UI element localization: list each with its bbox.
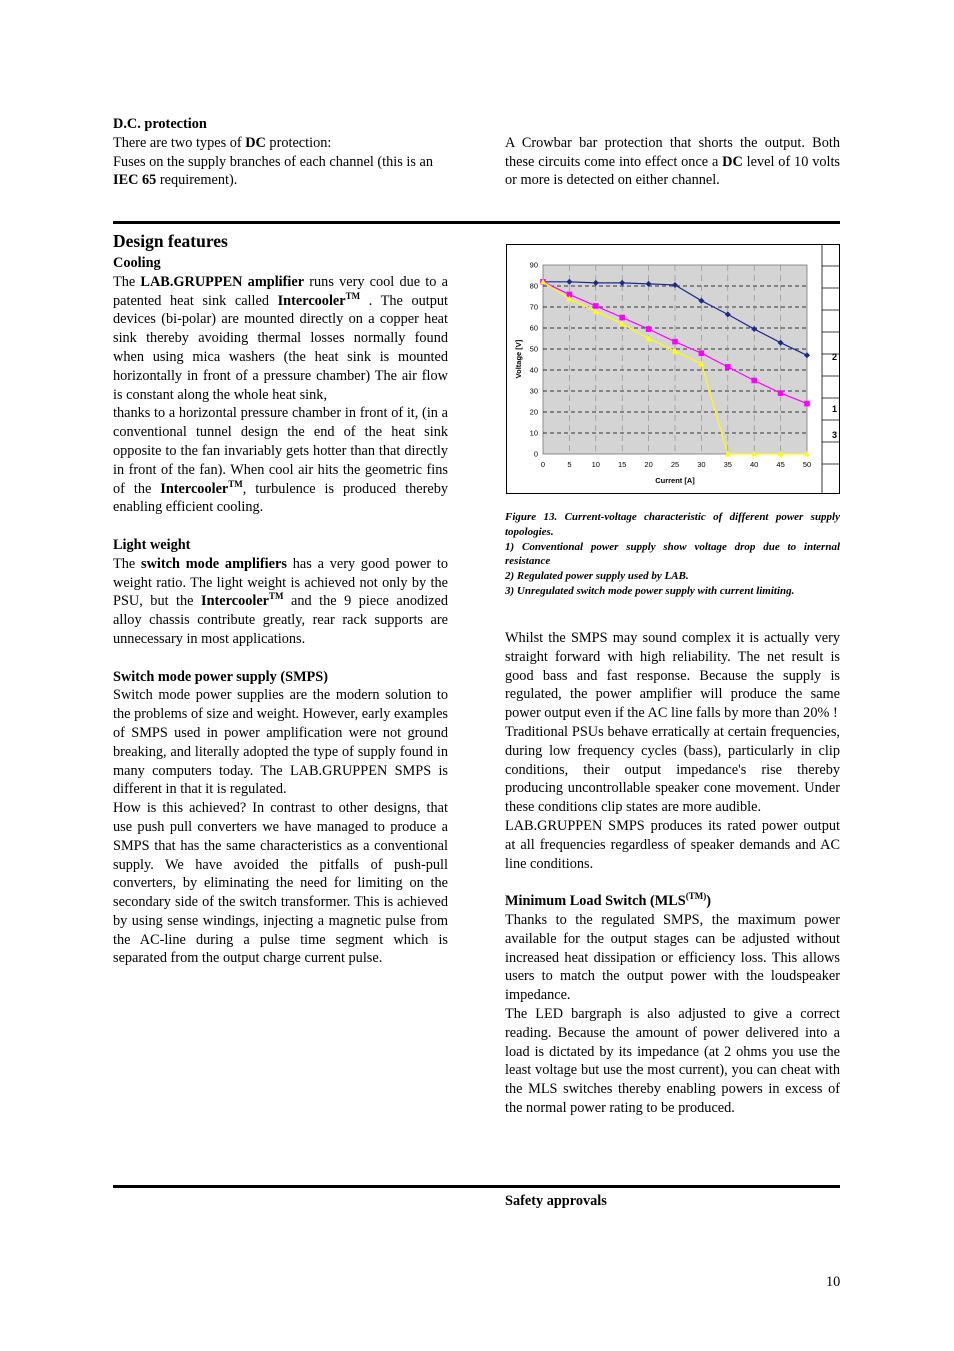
current-voltage-chart <box>506 244 840 494</box>
y-tick-label: 30 <box>529 386 538 396</box>
legend-label-2: 2 <box>831 352 837 362</box>
data-point <box>778 390 784 396</box>
dc-protection-right: A Crowbar bar protection that shorts the output. Both these circuits come into effect once a DC level of 10 volts or more is detected on either channel. <box>505 134 840 189</box>
dc-protection-left <box>113 115 448 190</box>
dc-protection-line2: Fuses on the supply branches of each channel (this is an IEC 65 requirement). <box>113 153 434 189</box>
y-tick-label: 10 <box>529 428 538 438</box>
mls-paragraph-1: Thanks to the regulated SMPS, the maximum power available for the output stages can be adjusted without increased heat dissipation or efficiency loss. This allows users to match the output power with the loudspeaker impedance. <box>505 911 840 1004</box>
data-point <box>672 339 678 345</box>
x-tick-label: 35 <box>723 460 732 469</box>
safety-approvals-heading: Safety approvals <box>505 1193 607 1209</box>
data-point <box>593 303 599 309</box>
smps-heading: Switch mode power supply (SMPS) <box>113 668 329 685</box>
y-tick-label: 50 <box>529 344 538 354</box>
x-tick-label: 50 <box>802 460 812 469</box>
x-tick-label: 40 <box>750 460 759 469</box>
design-left-column <box>113 254 448 968</box>
data-point <box>646 326 652 332</box>
x-tick-label: 0 <box>540 460 546 469</box>
x-tick-label: 5 <box>567 460 572 469</box>
y-tick-label: 70 <box>529 302 538 312</box>
data-point <box>804 401 810 407</box>
x-tick-label: 30 <box>697 460 706 469</box>
y-tick-label: 20 <box>529 407 538 417</box>
mls-paragraph-2: The LED bargraph is also adjusted to give a correct reading. Because the amount of power delivered into a load is dictated by its impedance (at 2 ohms you use the least voltage but use the most current), you can cheat with the MLS switches thereby enabling powers in excess of the normal power rating to be produced. <box>505 1005 840 1116</box>
x-tick-label: 25 <box>670 460 680 469</box>
y-tick-label: 80 <box>529 281 538 291</box>
page-number: 10 <box>826 1274 841 1290</box>
smps-paragraph-2: How is this achieved? In contrast to other designs, that use push pull converters we have managed to produce a SMPS that has the same characteristics as a conventional supply. We have avoided the pitfalls of push-pull converters, by eliminating the need for limiting on the secondary side of the switch transformer. This is achieved by using sense windings, injecting a magnetic pulse from the AC-line during a pulse time segment which is separated from the output charge current pulse. <box>113 800 448 967</box>
smps-explanation-paragraph: Whilst the SMPS may sound complex it is actually very straight forward with high reliability. The net result is good bass and fast response. Because the supply is regulated, the power amplifier will produce the same power output even if the AC line falls by more than 20% ! <box>505 630 840 722</box>
caption-item-1: 1) Conventional power supply show voltage drop due to internal resistance <box>505 540 840 568</box>
data-point <box>699 350 705 356</box>
lab-gruppen-smps-paragraph: LAB.GRUPPEN SMPS produces its rated power output at all frequencies regardless of speaker demands and AC line conditions. <box>505 817 840 872</box>
smps-paragraph-1: Switch mode power supplies are the modern solution to the problems of size and weight. However, early examples of SMPS used in power amplification were not ground breaking, and literally adopted the type of supply found in many computers today. The LAB.GRUPPEN SMPS is different in that it is regulated. <box>113 687 448 798</box>
y-tick-label: 0 <box>533 449 538 459</box>
cooling-heading: Cooling <box>113 255 161 271</box>
cooling-paragraph-2: thanks to a horizontal pressure chamber in front of it, (in a conventional tunnel design the end of the heat sink opposite to the fan invariably gets hotter than that directly in front of the fan). When cool air hits the geometric fins of the Intercooler™, turbulence is produced thereby enabling efficient cooling. <box>113 405 448 516</box>
data-point <box>725 364 731 370</box>
data-point <box>751 378 757 384</box>
caption-title: Figure 13. Current-voltage characteristic of different power supply topologies. <box>505 511 840 538</box>
cooling-paragraph-1: The LAB.GRUPPEN amplifier runs very cool due to a patented heat sink called Intercooler™ . The output devices (bi-polar) are mounted directly on a copper heat sink thereby avoiding thermal losses normally found when using mica washers (the heat sink is mounted horizontally in front of a pressure chamber) The air flow is constant along the whole heat sink, <box>113 273 449 403</box>
x-tick-label: 20 <box>644 460 653 469</box>
light-weight-paragraph: The switch mode amplifiers has a very good power to weight ratio. The light weight is achieved not only by the PSU, but the Intercooler™ and the 9 piece anodized alloy chassis contribute greatly, rear rack supports are unnecessary in most applications. <box>113 555 448 647</box>
design-features-title: Design features <box>113 231 228 251</box>
legend-label-1: 1 <box>831 404 837 414</box>
design-right-column <box>505 629 840 1118</box>
y-axis-title: Voltage [V] <box>514 339 523 379</box>
x-tick-label: 10 <box>591 460 600 469</box>
legend-label-3: 3 <box>831 430 837 440</box>
caption-item-3: 3) Unregulated switch mode power supply with current limiting. <box>505 584 795 597</box>
x-tick-label: 45 <box>776 460 785 469</box>
data-point <box>619 315 625 321</box>
section-divider-top <box>113 221 840 224</box>
dc-protection-heading: D.C. protection <box>113 116 207 132</box>
y-tick-label: 40 <box>529 365 538 375</box>
dc-protection-line1: There are two types of DC protection: <box>113 134 332 151</box>
mls-heading: Minimum Load Switch $(MLS^{(TM)})$ <box>505 891 711 910</box>
caption-item-2: 2) Regulated power supply used by LAB. <box>505 570 689 583</box>
y-tick-label: 90 <box>529 260 538 270</box>
x-axis-title: Current [A] <box>655 476 695 485</box>
x-tick-label: 15 <box>618 460 627 469</box>
light-weight-heading: Light weight <box>113 536 191 553</box>
section-divider-bottom <box>113 1185 840 1188</box>
y-tick-label: 60 <box>529 323 538 333</box>
traditional-psu-paragraph: Traditional PSUs behave erratically at certain frequencies, during low frequency cycles (bass), particularly in clip conditions, their output impedance's rise thereby producing uncontrollable speaker cone movement. Under these conditions clip states are more audible. <box>505 723 840 816</box>
figure-caption <box>505 510 840 599</box>
